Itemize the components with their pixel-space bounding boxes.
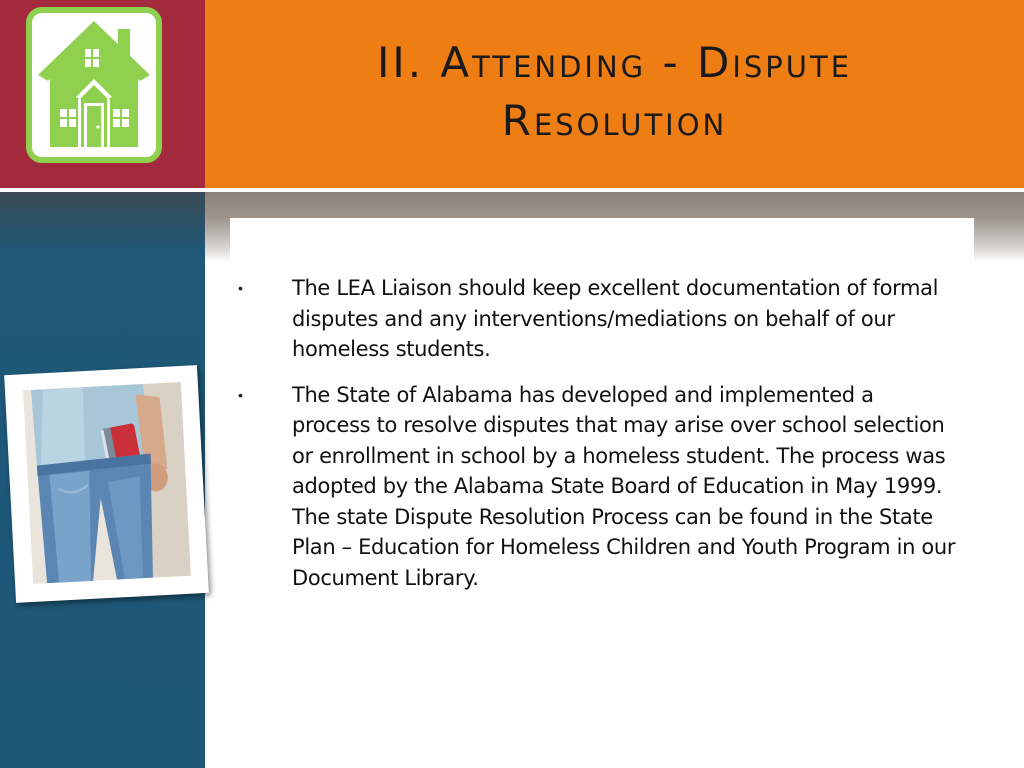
title-line-2: Resolution [501,96,728,145]
logo-tile [26,7,162,163]
logo-panel [0,0,205,188]
title-line-1: II. Attending - Dispute [376,38,853,87]
bullet-item [238,273,958,365]
bullet-item [238,380,958,594]
bullet-text: The LEA Liaison should keep excellent documentation of formal disputes and any interventions/mediations on behalf of our homeless students. [292,276,939,361]
house-icon [36,19,152,151]
bullet-list [238,273,958,608]
photo-frame [4,365,209,603]
bullet-text: The State of Alabama has developed and implemented a process to resolve disputes that may arise over school selection or enrollment in school by a homeless student. The process was adopted by the Alabama State Board of Education in May 1999. The state Dispute Resolution Process can be found in the State Plan – Education for Homeless Children and Youth Program in our Document Library. [292,382,956,590]
title-bar [205,0,1024,188]
slide-title [205,34,1024,150]
student-with-books-photo [23,382,191,584]
bullet-marker: • [238,386,243,403]
bullet-marker: • [238,280,243,296]
